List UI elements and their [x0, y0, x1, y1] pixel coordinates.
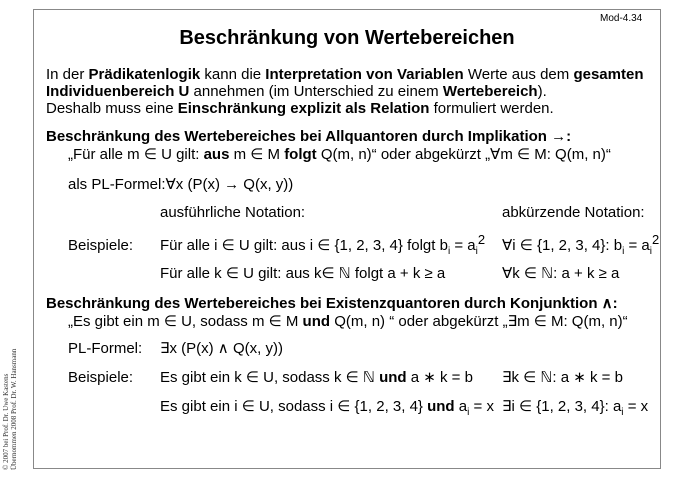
intro-line-2 — [46, 83, 547, 101]
section1-example2-full: Für alle k ∈ U gilt: aus k∈ ℕ folgt a + k ≥ a — [160, 265, 446, 282]
section1-examples-label: Beispiele: — [68, 237, 134, 254]
text: ). — [537, 83, 547, 100]
keyword-und: und — [427, 398, 455, 415]
copyright-note — [2, 349, 18, 470]
text: Deshalb muss eine — [46, 100, 178, 117]
keyword-und: und — [302, 313, 331, 330]
text: „Es gibt ein m ∈ U, sodass m ∈ M — [68, 313, 303, 330]
text: Es gibt ein i ∈ U, sodass i ∈ {1, 2, 3, 4} — [160, 398, 428, 415]
column-header-full: ausführliche Notation: — [160, 204, 306, 221]
section2-quote — [68, 313, 628, 331]
text: Werte aus dem — [463, 66, 574, 83]
text: „Für alle m ∈ U gilt: — [68, 146, 204, 163]
text: Q(m, n)“ oder abgekürzt „∀m ∈ M: Q(m, n)“ — [316, 146, 611, 163]
section1-pl-formula: als PL-Formel:∀x (P(x) → Q(x, y)) — [68, 176, 294, 193]
text: Es gibt ein k ∈ U, sodass k ∈ ℕ — [160, 369, 380, 386]
text: m ∈ M — [229, 146, 285, 163]
text: annehmen (im Unterschied zu einem — [189, 83, 443, 100]
intro-line-1 — [46, 66, 643, 84]
text: ∃i ∈ {1, 2, 3, 4}: a — [502, 398, 622, 415]
superscript: 2 — [651, 232, 660, 247]
section2-example1-short: ∃k ∈ ℕ: a ∗ k = b — [502, 369, 623, 386]
slide-title: Beschränkung von Wertebereichen — [179, 27, 515, 49]
text: Für alle i ∈ U gilt: aus i ∈ {1, 2, 3, 4} folgt b — [160, 237, 448, 254]
term-interpretation: Interpretation von Variablen — [265, 66, 464, 83]
section2-heading: Beschränkung des Wertebereiches bei Existenzquantoren durch Konjunktion ∧: — [46, 295, 618, 312]
section1-quote — [68, 146, 611, 164]
subscript: i — [621, 407, 624, 418]
term-gesamten: gesamten — [573, 66, 644, 83]
subscript: i — [649, 246, 652, 257]
text: ∀i ∈ {1, 2, 3, 4}: b — [502, 237, 623, 254]
text: = x — [623, 398, 649, 415]
subscript: i — [447, 246, 451, 257]
slide-id: Mod-4.34 — [600, 13, 643, 24]
section2-pl-label: PL-Formel: — [68, 340, 143, 357]
section2-example1-full — [160, 369, 473, 387]
superscript: 2 — [477, 232, 486, 247]
subscript: i — [467, 407, 470, 418]
section2-example2-short — [502, 398, 648, 416]
text: Q(m, n) “ oder abgekürzt „∃m ∈ M: Q(m, n)“ — [330, 313, 628, 330]
keyword-aus: aus — [203, 146, 230, 163]
copyright-line: Übernommen 2008 Prof. Dr. W. Hansmann — [10, 348, 18, 470]
term-wertebereich: Wertebereich — [442, 83, 538, 100]
section1-heading: Beschränkung des Wertebereiches bei Allquantoren durch Implikation →: — [46, 128, 572, 145]
section1-example1-full — [160, 232, 486, 257]
text: = a — [624, 237, 650, 254]
intro-line-3 — [46, 100, 554, 118]
section2-pl-formula: ∃x (P(x) ∧ Q(x, y)) — [160, 340, 283, 357]
section2-examples-label: Beispiele: — [68, 369, 134, 386]
copyright-line: © 2007 bei Prof. Dr. Uwe Kastens — [2, 373, 10, 470]
keyword-und: und — [379, 369, 407, 386]
section1-example2-short: ∀k ∈ ℕ: a + k ≥ a — [502, 265, 620, 282]
section1-example1-short — [502, 232, 660, 257]
term-einschraenkung: Einschränkung explizit als Relation — [177, 100, 430, 117]
text: = x — [469, 398, 494, 415]
column-header-short: abkürzende Notation: — [502, 204, 645, 221]
subscript: i — [622, 246, 625, 257]
text: formuliert werden. — [429, 100, 554, 117]
text: a ∗ k = b — [406, 369, 473, 386]
keyword-folgt: folgt — [284, 146, 317, 163]
text: In der — [46, 66, 89, 83]
section2-example2-full — [160, 398, 494, 416]
subscript: i — [475, 246, 478, 257]
text: = a — [450, 237, 476, 254]
term-praedikatenlogik: Prädikatenlogik — [88, 66, 201, 83]
text: kann die — [200, 66, 266, 83]
term-individuenbereich: Individuenbereich U — [46, 83, 190, 100]
text: a — [454, 398, 468, 415]
